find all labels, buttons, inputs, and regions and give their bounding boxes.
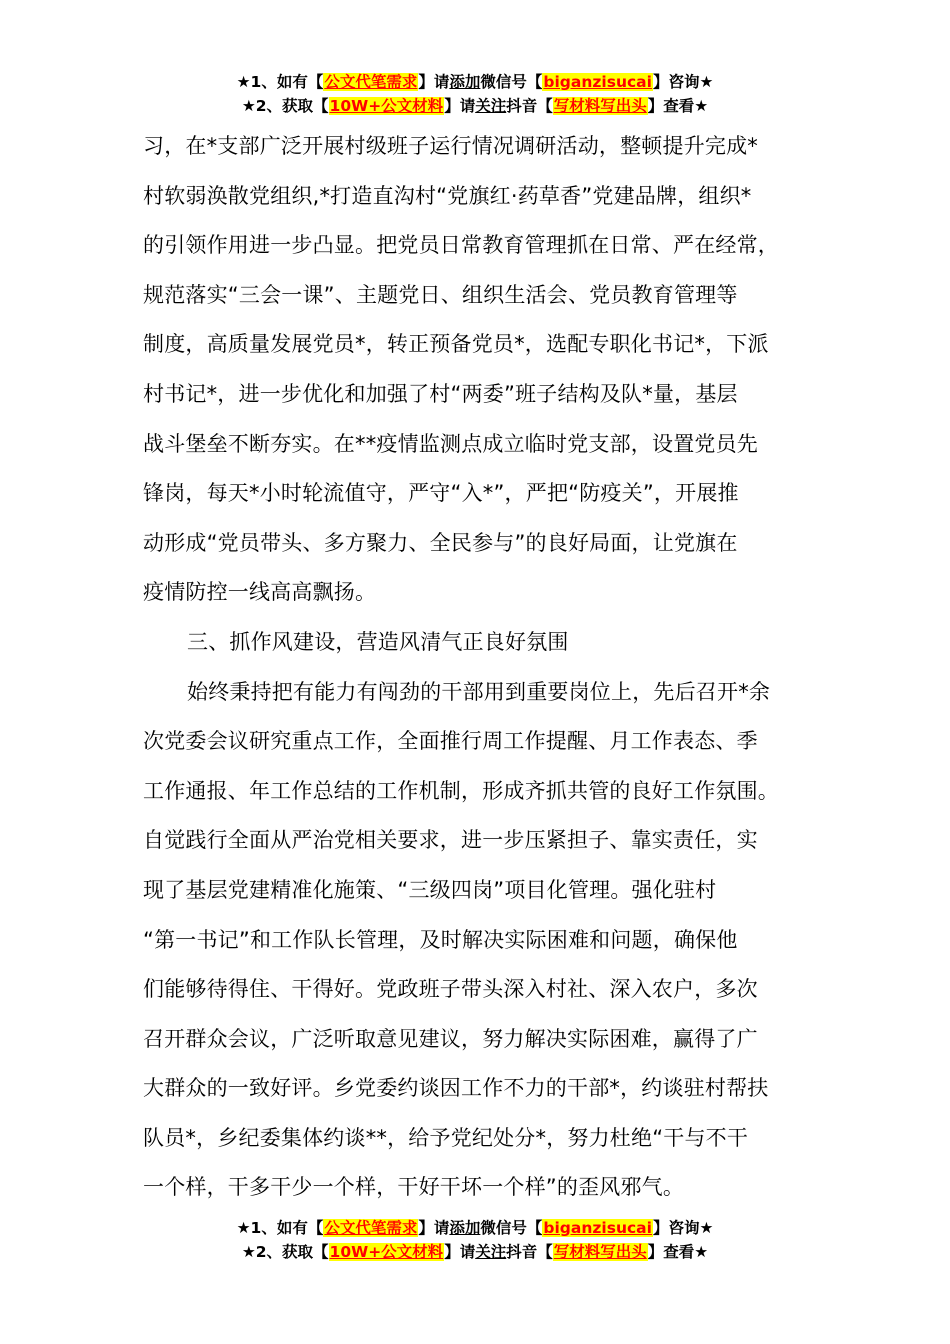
body-line: 动形成“党员带头、多方聚力、全民参与”的良好局面，让党旗在 bbox=[143, 530, 738, 555]
banner-text: 抖音【 bbox=[506, 97, 553, 115]
banner-highlight: 公文代笔需求 bbox=[324, 73, 418, 91]
body-line: 村书记*，进一步优化和加强了村“两委”班子结构及队*量，基层 bbox=[143, 381, 738, 406]
body-line: 锋岗，每天*小时轮流值守，严守“入*”，严把“防疫关”，开展推 bbox=[143, 481, 739, 506]
banner-line-2 bbox=[0, 94, 950, 118]
body-line: 习，在*支部广泛开展村级班子运行情况调研活动，整顿提升完成* bbox=[143, 134, 758, 158]
banner-text: 】请 bbox=[444, 1243, 476, 1261]
banner-text: 】查看★ bbox=[647, 97, 709, 115]
banner-text: 微信号【 bbox=[480, 73, 543, 91]
banner-highlight: 公文代笔需求 bbox=[324, 1219, 418, 1237]
banner-text: 】咨询★ bbox=[652, 1219, 714, 1237]
body-line: 自觉践行全面从严治党相关要求，进一步压紧担子、靠实责任，实 bbox=[143, 828, 758, 853]
body-line: 始终秉持把有能力有闯劲的干部用到重要岗位上，先后召开*余 bbox=[187, 679, 771, 704]
body-line: 工作通报、年工作总结的工作机制，形成齐抓共管的良好工作氛围。 bbox=[143, 778, 779, 803]
banner-underline: 关注 bbox=[475, 97, 507, 115]
banner-text: ★2、获取【 bbox=[241, 97, 329, 115]
banner-highlight: 写材料写出头 bbox=[553, 97, 647, 115]
banner-text: 】查看★ bbox=[647, 1243, 709, 1261]
body-line: “第一书记”和工作队长管理，及时解决实际困难和问题，确保他 bbox=[143, 927, 738, 952]
banner-text: 】咨询★ bbox=[652, 73, 714, 91]
banner-underline: 关注 bbox=[475, 1243, 507, 1261]
body-line: 规范落实“三会一课”、主题党日、组织生活会、党员教育管理等 bbox=[143, 282, 738, 307]
body-line: 的引领作用进一步凸显。把党员日常教育管理抓在日常、严在经常， bbox=[143, 233, 779, 258]
banner-underline: 添加 bbox=[449, 73, 481, 91]
footer-banner bbox=[0, 1216, 950, 1264]
banner-line-2 bbox=[0, 1240, 950, 1264]
banner-text: ★2、获取【 bbox=[241, 1243, 329, 1261]
body-line: 制度，高质量发展党员*，转正预备党员*，选配专职化书记*，下派 bbox=[143, 332, 769, 357]
banner-text: 】请 bbox=[418, 1219, 450, 1237]
banner-text: 抖音【 bbox=[506, 1243, 553, 1261]
body-line: 战斗堡垒不断夯实。在**疫情监测点成立临时党支部，设置党员先 bbox=[143, 431, 758, 456]
banner-highlight: 写材料写出头 bbox=[553, 1243, 647, 1261]
body-line: 村软弱涣散党组织,*打造直沟村“党旗红·药草香”党建品牌，组织* bbox=[143, 183, 752, 208]
body-line: 一个样，干多干少一个样，干好干坏一个样”的歪风邪气。 bbox=[143, 1175, 685, 1200]
banner-text: ★1、如有【 bbox=[236, 1219, 324, 1237]
banner-underline: 添加 bbox=[449, 1219, 481, 1237]
banner-line-1 bbox=[0, 70, 950, 94]
banner-line-1 bbox=[0, 1216, 950, 1240]
banner-text: 】请 bbox=[444, 97, 476, 115]
banner-highlight: biganzisucai bbox=[543, 73, 652, 91]
document-body bbox=[143, 122, 833, 1213]
banner-text: 微信号【 bbox=[480, 1219, 543, 1237]
body-line: 们能够待得住、干得好。党政班子带头深入村社、深入农户，多次 bbox=[143, 977, 758, 1002]
banner-text: ★1、如有【 bbox=[236, 73, 324, 91]
banner-highlight: biganzisucai bbox=[543, 1219, 652, 1237]
header-banner bbox=[0, 70, 950, 118]
body-line: 队员*，乡纪委集体约谈**，给予党纪处分*，努力杜绝“干与不干 bbox=[143, 1125, 749, 1150]
banner-text: 】请 bbox=[418, 73, 450, 91]
banner-highlight: 10W+公文材料 bbox=[329, 1243, 444, 1261]
body-line: 大群众的一致好评。乡党委约谈因工作不力的干部*，约谈驻村帮扶 bbox=[143, 1076, 769, 1101]
body-line: 疫情防控一线高高飘扬。 bbox=[143, 580, 377, 605]
banner-highlight: 10W+公文材料 bbox=[329, 97, 444, 115]
body-line: 现了基层党建精准化施策、“三级四岗”项目化管理。强化驻村 bbox=[143, 877, 717, 902]
section-heading: 三、抓作风建设，营造风清气正良好氛围 bbox=[187, 629, 569, 654]
body-line: 召开群众会议，广泛听取意见建议，努力解决实际困难，赢得了广 bbox=[143, 1026, 758, 1051]
body-line: 次党委会议研究重点工作，全面推行周工作提醒、月工作表态、季 bbox=[143, 729, 758, 754]
